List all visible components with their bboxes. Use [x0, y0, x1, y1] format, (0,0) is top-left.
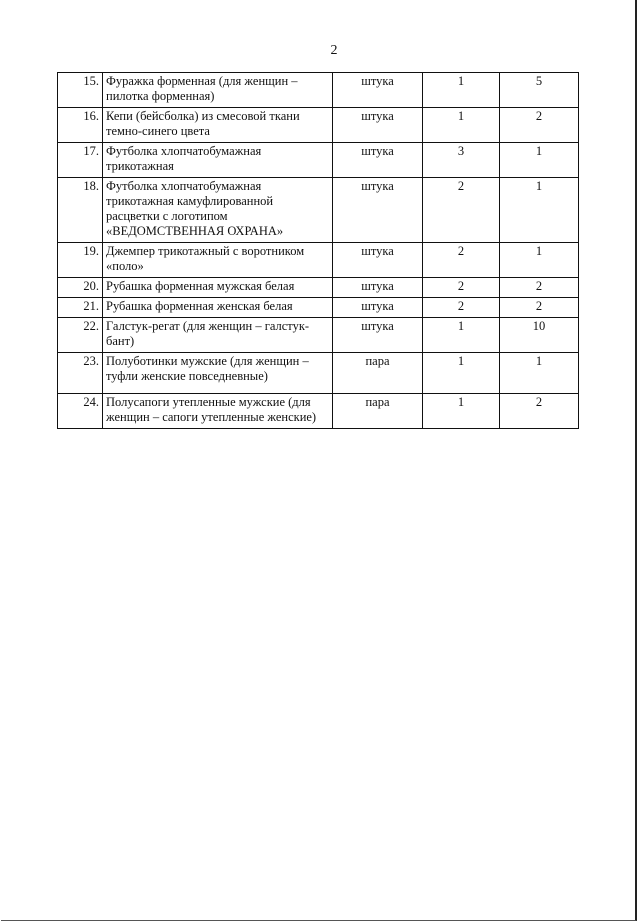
row-number-cell: 18. [58, 178, 103, 243]
item-name-cell: Полуботинки мужские (для женщин – туфли женские повседневные) [103, 353, 333, 394]
item-name-cell: Рубашка форменная женская белая [103, 298, 333, 318]
row-number-cell: 24. [58, 394, 103, 429]
unit-cell: пара [333, 394, 423, 429]
wear-period-cell: 2 [500, 108, 579, 143]
wear-period-cell: 2 [500, 394, 579, 429]
table-row [58, 278, 579, 298]
quantity-cell: 1 [423, 108, 500, 143]
unit-cell: штука [333, 298, 423, 318]
quantity-cell: 2 [423, 243, 500, 278]
item-name-cell: Джемпер трикотажный с воротником «поло» [103, 243, 333, 278]
item-name-cell: Футболка хлопчатобумажная трикотажная камуфлированной расцветки с логотипом «ВЕДОМСТВЕННАЯ ОХРАНА» [103, 178, 333, 243]
quantity-cell: 1 [423, 318, 500, 353]
wear-period-cell: 5 [500, 73, 579, 108]
row-number-cell: 21. [58, 298, 103, 318]
quantity-cell: 1 [423, 394, 500, 429]
items-table [57, 72, 579, 429]
table-row [58, 143, 579, 178]
wear-period-cell: 2 [500, 298, 579, 318]
row-number-cell: 15. [58, 73, 103, 108]
quantity-cell: 3 [423, 143, 500, 178]
item-name-cell: Фуражка форменная (для женщин – пилотка форменная) [103, 73, 333, 108]
page-number: 2 [330, 43, 338, 58]
row-number-cell: 20. [58, 278, 103, 298]
item-name-cell: Полусапоги утепленные мужские (для женщин – сапоги утепленные женские) [103, 394, 333, 429]
quantity-cell: 2 [423, 178, 500, 243]
unit-cell: штука [333, 178, 423, 243]
quantity-cell: 1 [423, 353, 500, 394]
item-name-cell: Галстук-регат (для женщин – галстук-бант) [103, 318, 333, 353]
quantity-cell: 1 [423, 73, 500, 108]
unit-cell: штука [333, 108, 423, 143]
item-name-cell: Кепи (бейсболка) из смесовой ткани темно-синего цвета [103, 108, 333, 143]
wear-period-cell: 1 [500, 143, 579, 178]
table-row [58, 318, 579, 353]
quantity-cell: 2 [423, 298, 500, 318]
wear-period-cell: 2 [500, 278, 579, 298]
table-row [58, 298, 579, 318]
row-number-cell: 16. [58, 108, 103, 143]
row-number-cell: 17. [58, 143, 103, 178]
unit-cell: штука [333, 143, 423, 178]
wear-period-cell: 1 [500, 178, 579, 243]
row-number-cell: 22. [58, 318, 103, 353]
row-number-cell: 23. [58, 353, 103, 394]
unit-cell: пара [333, 353, 423, 394]
unit-cell: штука [333, 278, 423, 298]
wear-period-cell: 1 [500, 353, 579, 394]
row-number-cell: 19. [58, 243, 103, 278]
item-name-cell: Футболка хлопчатобумажная трикотажная [103, 143, 333, 178]
wear-period-cell: 1 [500, 243, 579, 278]
table-row [58, 243, 579, 278]
table-row [58, 73, 579, 108]
quantity-cell: 2 [423, 278, 500, 298]
unit-cell: штука [333, 243, 423, 278]
item-name-cell: Рубашка форменная мужская белая [103, 278, 333, 298]
table-row [58, 353, 579, 394]
items-table-body [58, 73, 579, 429]
unit-cell: штука [333, 318, 423, 353]
table-row [58, 178, 579, 243]
wear-period-cell: 10 [500, 318, 579, 353]
table-row [58, 108, 579, 143]
unit-cell: штука [333, 73, 423, 108]
table-row [58, 394, 579, 429]
